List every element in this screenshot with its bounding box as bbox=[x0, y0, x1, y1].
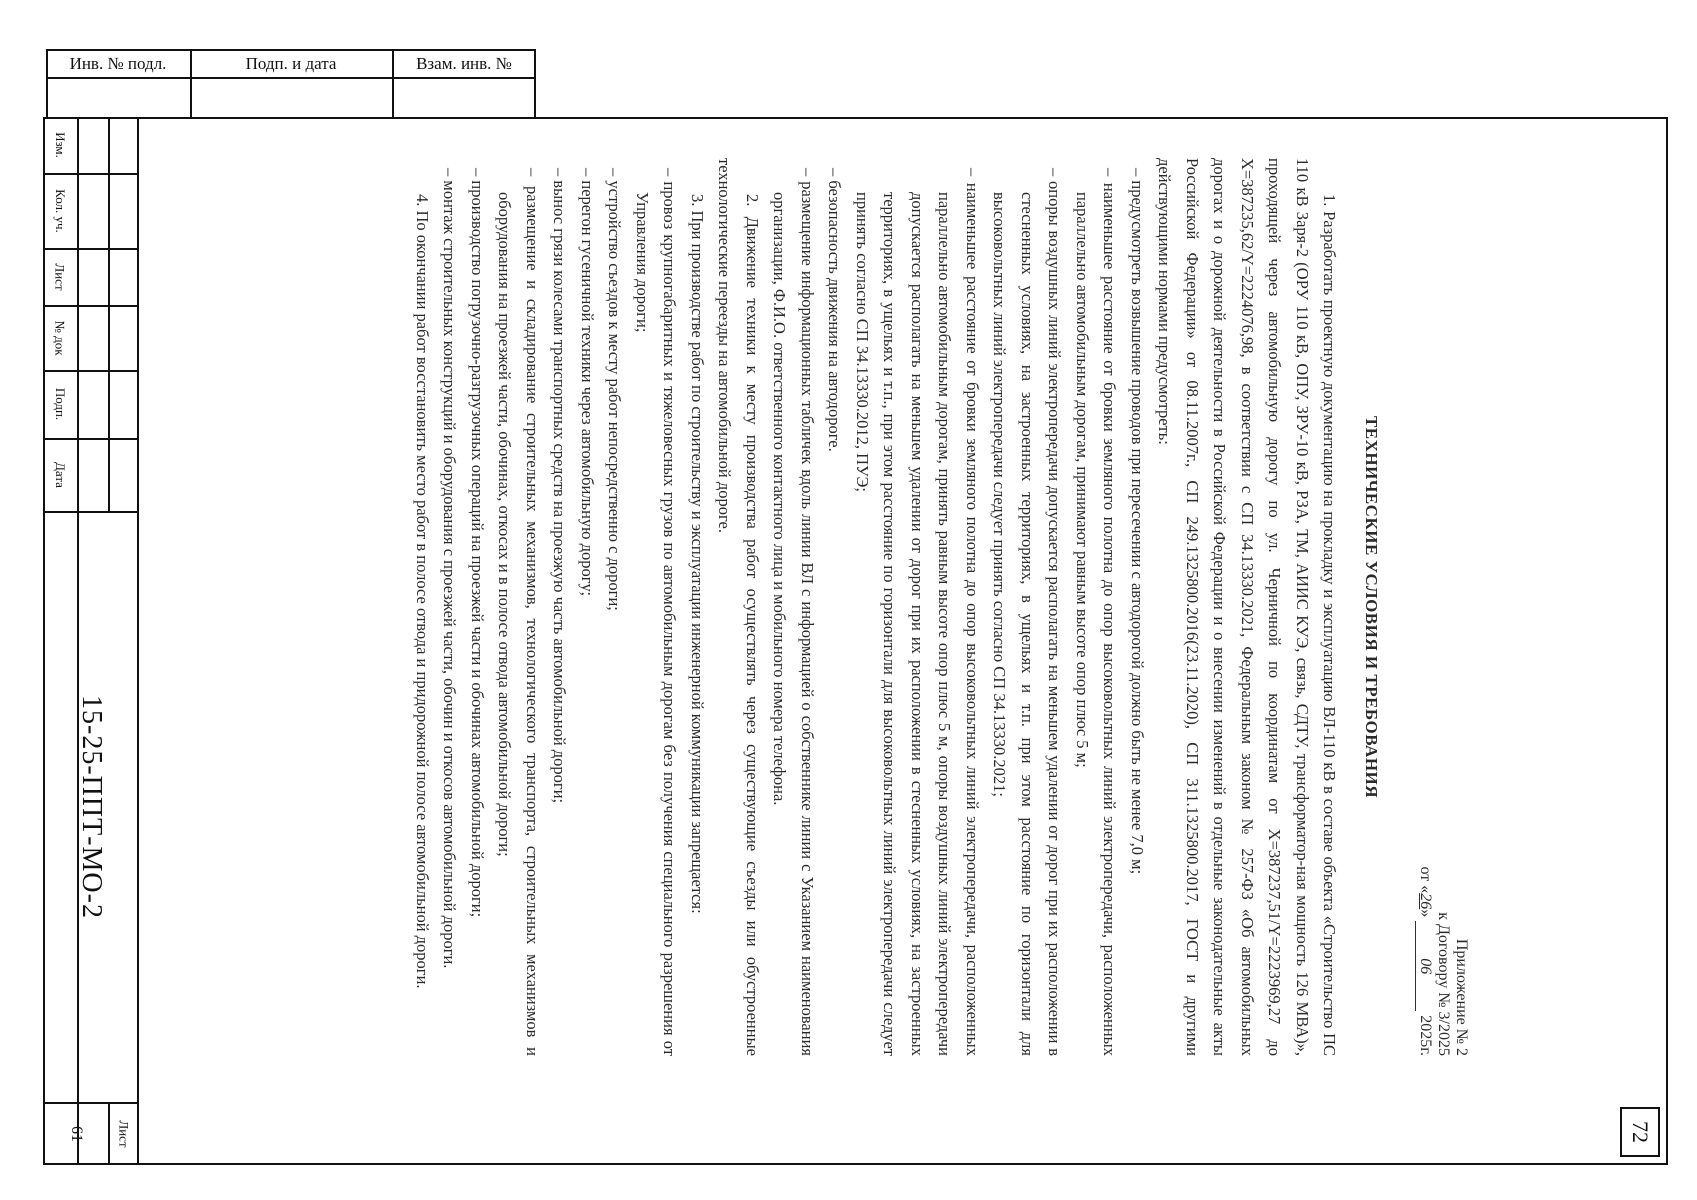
n-dok-label: № док bbox=[53, 319, 68, 356]
requirement-item: – перегон гусеничной техники через автомобильную дорогу; bbox=[578, 168, 597, 597]
podp-cell bbox=[43, 370, 77, 438]
data-cell bbox=[43, 438, 77, 511]
page-number-box bbox=[1620, 1107, 1660, 1157]
requirement-item: – опоры воздушных линий электропередачи допускается располагать на меньшем удалении от дорог при их расположении в стесненных условиях, на застроенных территориях, в ущельях и т.п. при этом расстояние по горизонтали для высоковольтных линий электропередачи следует принять согласно СП 34.13330.2021; bbox=[990, 168, 1065, 1056]
requirement-item: – безопасность движения на автодороге. bbox=[825, 168, 845, 452]
podp-data-label: Подп. и дата bbox=[245, 54, 337, 73]
list-cell bbox=[43, 248, 77, 305]
requirement-paragraph: 3. При производстве работ по строительству и эксплуатации инженерной коммуникации запрещается: bbox=[688, 194, 707, 914]
scanned-document bbox=[409, 158, 1471, 1056]
appendix-day: 26 bbox=[1417, 893, 1434, 910]
requirement-item: – размещение информационных табличек вдоль линии ВЛ с информацией о собственнике линии с Указанием наименования организации, Ф.И.О. ответственного контактного лица и мобильного номера телефона. bbox=[770, 168, 817, 1056]
requirement-item: – устройство съездов к месту работ непосредственно с дороги; bbox=[605, 168, 625, 611]
stamp-divider bbox=[46, 77, 536, 79]
requirement-item: – размещение и складирование строительных механизмов, технологического транспорта, строительных механизмов и оборудования на проезжей части, обочинах, откосах и в полосе отвода автомобильной дороги; bbox=[495, 168, 542, 1056]
appendix-line-1: Приложение № 2 bbox=[1453, 938, 1470, 1056]
requirement-item: – производство погрузочно-разгрузочных операций на проезжей части и обочинах автомобильной дороги; bbox=[468, 168, 487, 918]
n-dok-cell bbox=[43, 305, 77, 370]
kol-uch-label: Кол. уч. bbox=[53, 188, 69, 233]
appendix-line-2: к Договору № 3/2025 bbox=[1435, 912, 1452, 1056]
podp-label: Подп. bbox=[53, 387, 68, 421]
list-label: Лист bbox=[52, 262, 68, 291]
sheet-label: Лист bbox=[116, 1119, 132, 1148]
document-designation: 15-25-ППТ-МО-2 bbox=[76, 694, 107, 919]
vzam-inv-label: Взам. инв. № bbox=[416, 54, 512, 73]
requirement-item: – наименьшее расстояние от бровки земляного полотна до опор высоковольтных линий электропередачи, расположенных параллельно автомобильным дорогам, принять равным высоте опор плюс 5 м, опоры воздушных линий электропередачи допускается располагать на меньшем удалении от дорог при их расположении в стесненных условиях, на застроенных территориях, в ущельях и т.п., при этом расстояние по горизонтали для высоковольтных линий электропередачи следует принять согласно СП 34.13330.2012, ПУЭ; bbox=[853, 168, 982, 1056]
designation-cell bbox=[43, 511, 139, 1102]
document-title: ТЕХНИЧЕСКИЕ УСЛОВИЯ И ТРЕБОВАНИЯ bbox=[1362, 415, 1381, 799]
requirement-item: – наименьшее расстояние от бровки земляного полотна до опор высоковольтных линий электропередачи, расположенных параллельно автомобильным дорогам, принимают равным высоте опор плюс 5 м; bbox=[1073, 168, 1120, 1056]
document-body bbox=[409, 158, 1344, 1056]
kol-uch-cell bbox=[43, 173, 77, 248]
requirement-item: – предусмотреть возвышение проводов при пересечении с автодорогой должно быть не менее 7,0 м; bbox=[1128, 168, 1147, 875]
appendix-month: 06 bbox=[1415, 921, 1434, 1011]
sheet-number: 61 bbox=[67, 1125, 85, 1142]
sheet-number-cell bbox=[43, 1102, 108, 1165]
appendix-block bbox=[1415, 158, 1470, 1056]
requirement-paragraph: 4. По окончании работ восстановить место работ в полосе отвода и придорожной полосе автомобильной дороги. bbox=[413, 194, 432, 989]
requirement-paragraph: 1. Разработать проектную документацию на прокладку и эксплуатацию ВЛ-110 кВ в составе объекта «Строительство ПС 110 кВ Заря-2 (ОРУ 110 кВ, ОПУ, ЗРУ-10 кВ, РЗА, ТМ, АИИС КУЭ, связь, СДТУ, трансформатор-ная мощность 126 МВА)», проходящей через автомобильную дорогу по ул. Черничной по координатам от Х=387237,51/Y=2223969,27 до Х=387235,62/Y=2224076,98, в соответствии с СП 34.13330.2021, Федеральным законом № 257-ФЗ «Об автомобильных дорогах и о дорожной деятельности в Российской Федерации и о внесении изменений в отдельные законодательные акты Российской Федерации» от 08.11.2007г., СП 249.1325800.2016(23.11.2020), СП 311.1325800.2017, ГОСТ и другими действующими нормами предусмотреть: bbox=[1155, 158, 1340, 1056]
appendix-line-3: от «26» 06 2025г. bbox=[1417, 866, 1434, 1056]
page-number: 72 bbox=[1628, 1121, 1653, 1143]
requirement-item: – монтаж строительных конструкций и оборудования с проезжей части, обочин и откосов автомобильной дороги. bbox=[440, 168, 460, 969]
requirement-item: – провоз крупногабаритных и тяжеловесных грузов по автомобильным дорогам без получения специального разрешения от Управления дороги; bbox=[633, 168, 680, 1056]
izm-label: Изм. bbox=[52, 132, 68, 158]
title-block-divider bbox=[108, 117, 110, 511]
requirement-paragraph: 2. Движение техники к месту производства работ осуществлять через существующие съезды или обустроенные технологические переезды на автомобильной дороге. bbox=[715, 158, 762, 1056]
data-label: Дата bbox=[52, 461, 68, 488]
inv-podl-label: Инв. № подл. bbox=[69, 54, 167, 73]
requirement-item: – вынос грязи колесами транспортных средств на проезжую часть автомобильной дороги; bbox=[550, 168, 570, 804]
sheet-label-cell bbox=[108, 1102, 139, 1165]
izm-cell bbox=[43, 117, 77, 173]
